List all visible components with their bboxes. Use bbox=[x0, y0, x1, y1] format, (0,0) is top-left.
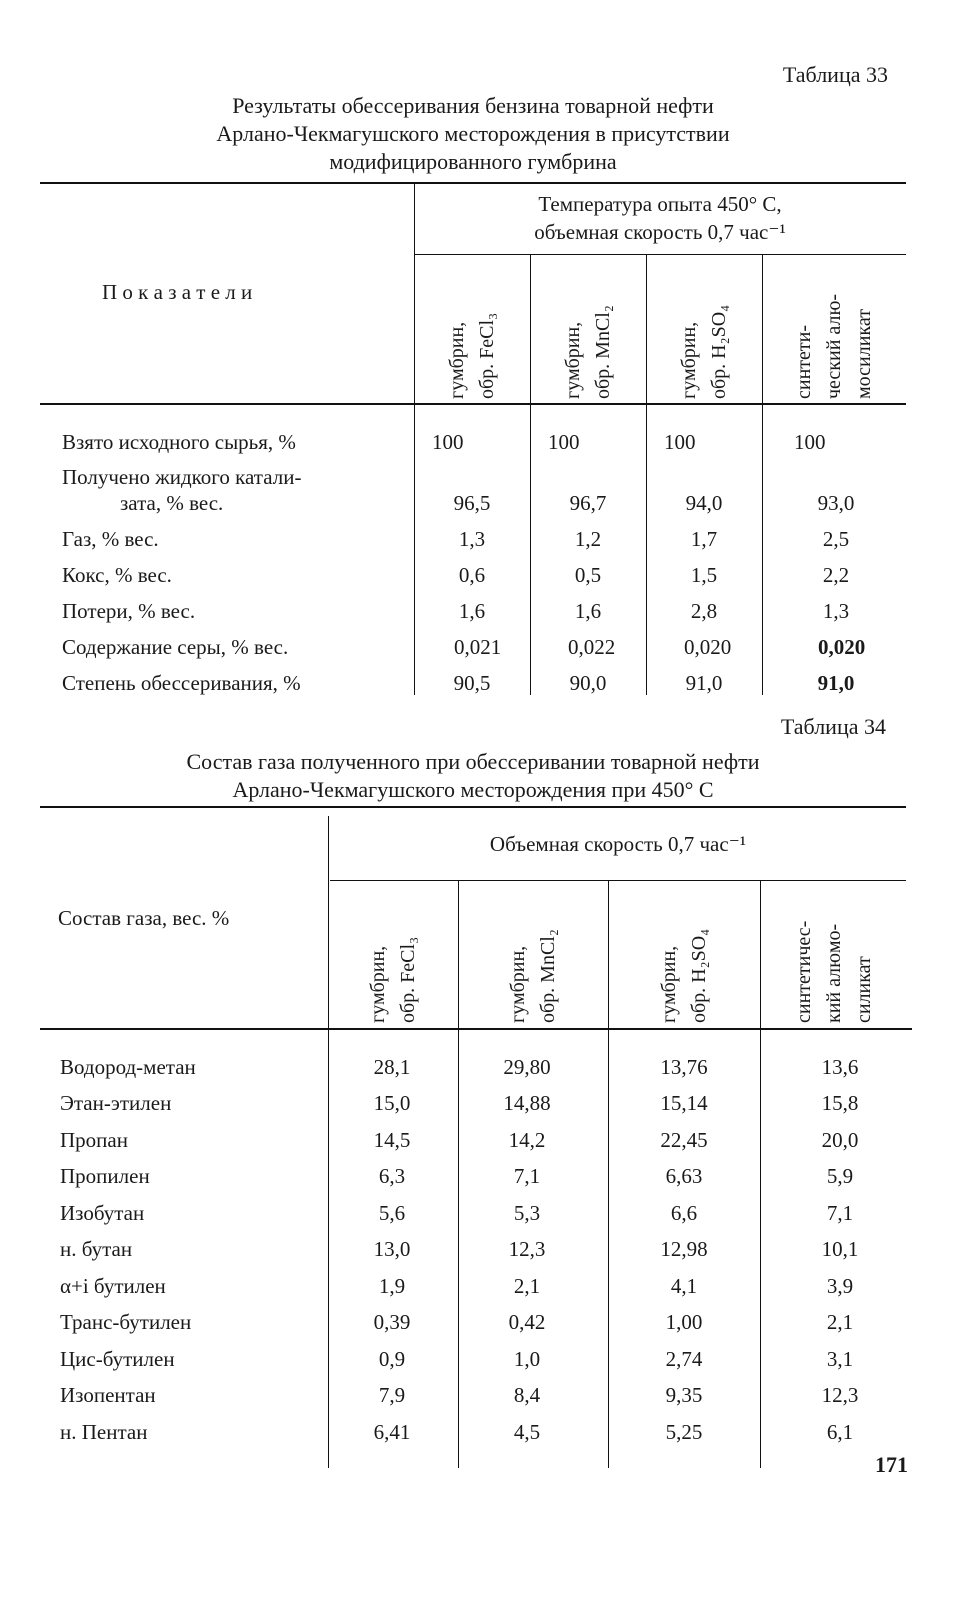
table-34-cell: 8,4 bbox=[513, 1383, 541, 1407]
table-33-group-header-line: Температура опыта 450° С, bbox=[538, 192, 782, 216]
table-34-cell: 15,8 bbox=[821, 1091, 859, 1115]
table-33-col-header-line: гумбрин, bbox=[562, 321, 584, 399]
table-33-row-label: Взято исходного сырья, % bbox=[62, 430, 296, 454]
table-34-cell: 2,1 bbox=[513, 1274, 541, 1298]
table-34-header-rule bbox=[40, 1028, 912, 1030]
table-34-cell: 12,3 bbox=[821, 1383, 859, 1407]
table-33-row-label: Потери, % вес. bbox=[62, 599, 196, 623]
table-34-cell: 28,1 bbox=[373, 1055, 411, 1079]
table-33-col-header-line: гумбрин, bbox=[678, 321, 700, 399]
table-33-cell: 0,022 bbox=[568, 635, 616, 659]
table-34-row-label: Пропан bbox=[60, 1128, 128, 1152]
table-34-cell: 5,25 bbox=[665, 1420, 703, 1444]
table-34-cell: 20,0 bbox=[821, 1128, 859, 1152]
table-34-row-label: Цис-бутилен bbox=[60, 1347, 175, 1371]
table-34-col-header-line: синтетичес- bbox=[793, 920, 815, 1023]
table-33-col-header-line: ческий алю- bbox=[823, 293, 845, 399]
table-34-cell: 22,45 bbox=[660, 1128, 708, 1152]
table-34-col-divider bbox=[458, 880, 459, 1468]
table-33-cell: 90,5 bbox=[453, 671, 491, 695]
table-34-col-header-line: гумбрин, bbox=[367, 945, 389, 1023]
table-33-cell: 0,020 bbox=[684, 635, 732, 659]
table-34-cell: 7,1 bbox=[513, 1164, 541, 1188]
table-34-cell: 9,35 bbox=[665, 1383, 703, 1407]
table-34-row-label: Водород-метан bbox=[60, 1055, 196, 1079]
table-34-row-label: α+i бутилен bbox=[60, 1274, 166, 1298]
table-33-cell: 96,7 bbox=[569, 491, 607, 515]
table-34-cell: 14,2 bbox=[508, 1128, 546, 1152]
table-34-col-header-line: кий алюмо- bbox=[823, 923, 845, 1023]
table-34-col-header-line: гумбрин, bbox=[507, 945, 529, 1023]
table-34-cell: 6,6 bbox=[670, 1201, 698, 1225]
table-34-row-label: Изопентан bbox=[60, 1383, 156, 1407]
table-34-stub-header: Состав газа, вес. % bbox=[58, 906, 230, 930]
table-34-cell: 6,1 bbox=[826, 1420, 854, 1444]
table-34-cell: 10,1 bbox=[821, 1237, 859, 1261]
table-34-cell: 15,14 bbox=[660, 1091, 708, 1115]
table-33-caption-line: модифицированного гумбрина bbox=[329, 149, 617, 174]
table-34-cell: 6,63 bbox=[665, 1164, 703, 1188]
table-34-cell: 12,98 bbox=[660, 1237, 708, 1261]
table-34-col-divider bbox=[760, 880, 761, 1468]
table-33-group-header-line: объемная скорость 0,7 час⁻¹ bbox=[534, 220, 786, 244]
table-33-col-header-line: синтети- bbox=[793, 324, 815, 399]
table-34-col-divider bbox=[608, 880, 609, 1468]
table-33-cell: 100 bbox=[794, 430, 826, 454]
table-34-label: Таблица 34 bbox=[780, 714, 886, 739]
table-33-cell: 1,6 bbox=[458, 599, 486, 623]
table-34-row-label: Изобутан bbox=[60, 1201, 145, 1225]
table-33-cell: 1,3 bbox=[822, 599, 850, 623]
table-34-row-label: Этан-этилен bbox=[60, 1091, 172, 1115]
table-33-col-header-line: обр. FeCl₃ bbox=[476, 312, 498, 399]
table-34-cell: 7,9 bbox=[378, 1383, 406, 1407]
table-34-row-label: Пропилен bbox=[60, 1164, 150, 1188]
table-34-cell: 13,0 bbox=[373, 1237, 411, 1261]
table-33-group-header bbox=[414, 190, 906, 246]
table-33-col-header bbox=[646, 259, 762, 399]
table-33-group-rule bbox=[414, 254, 906, 255]
table-33-header-rule bbox=[40, 403, 906, 405]
table-34-cell: 4,1 bbox=[670, 1274, 698, 1298]
table-33-row-label: Получено жидкого катали- bbox=[62, 465, 302, 489]
table-34-cell: 0,42 bbox=[508, 1310, 546, 1334]
table-33-cell: 100 bbox=[664, 430, 696, 454]
table-33-cell: 0,021 bbox=[454, 635, 502, 659]
table-34-cell: 1,9 bbox=[378, 1274, 406, 1298]
table-34-col-header bbox=[619, 887, 749, 1023]
table-34-cell: 1,0 bbox=[513, 1347, 541, 1371]
table-33-cell: 100 bbox=[432, 430, 464, 454]
table-33-cell: 0,6 bbox=[458, 563, 486, 587]
table-34-group-rule bbox=[330, 880, 906, 881]
table-33-cell: 91,0 bbox=[685, 671, 723, 695]
table-34-cell: 1,00 bbox=[665, 1310, 703, 1334]
table-33-row-label: Кокс, % вес. bbox=[62, 563, 172, 587]
table-34-cell: 4,5 bbox=[513, 1420, 541, 1444]
table-34-cell: 2,74 bbox=[665, 1347, 703, 1371]
table-34-cell: 14,5 bbox=[373, 1128, 411, 1152]
table-33-cell: 2,8 bbox=[690, 599, 718, 623]
table-33-cell: 96,5 bbox=[453, 491, 491, 515]
table-34-cell: 5,3 bbox=[513, 1201, 541, 1225]
table-33-cell: 0,020 bbox=[818, 635, 866, 659]
table-34-caption-line: Арлано-Чекмагушского месторождения при 450° С bbox=[232, 777, 714, 802]
table-34-cell: 2,1 bbox=[826, 1310, 854, 1334]
table-34-row-label: н. Пентан bbox=[60, 1420, 148, 1444]
table-33-col-header-line: обр. MnCl₂ bbox=[592, 305, 614, 399]
table-33-row-label: Содержание серы, % вес. bbox=[62, 635, 289, 659]
table-33-cell: 2,2 bbox=[822, 563, 850, 587]
table-34-row-label: н. бутан bbox=[60, 1237, 133, 1261]
table-34-col-header-line: гумбрин, bbox=[658, 945, 680, 1023]
table-33-cell: 1,5 bbox=[690, 563, 718, 587]
table-33-caption bbox=[40, 92, 906, 176]
table-34-caption bbox=[40, 748, 906, 804]
table-33-cell: 1,2 bbox=[574, 527, 602, 551]
table-34-cell: 3,9 bbox=[826, 1274, 854, 1298]
table-33-cell: 1,3 bbox=[458, 527, 486, 551]
table-34-top-rule bbox=[40, 806, 906, 808]
table-33-col-header bbox=[776, 259, 892, 399]
table-33-stub-header: П о к а з а т е л и bbox=[102, 280, 253, 304]
table-33-caption-line: Арлано-Чекмагушского месторождения в присутствии bbox=[216, 121, 730, 146]
table-34-col-header-line: обр. H₂SO₄ bbox=[688, 928, 710, 1023]
table-34-cell: 12,3 bbox=[508, 1237, 546, 1261]
table-33-cell: 93,0 bbox=[817, 491, 855, 515]
table-34-col-header bbox=[328, 887, 458, 1023]
table-34-col-header-line: обр. MnCl₂ bbox=[537, 929, 559, 1023]
table-33-cell: 91,0 bbox=[817, 671, 855, 695]
table-34-col-header-line: обр. FeCl₃ bbox=[397, 936, 419, 1023]
table-33-row-label: Степень обессеривания, % bbox=[62, 671, 301, 695]
table-33-cell: 100 bbox=[548, 430, 580, 454]
table-34-row-label: Транс-бутилен bbox=[60, 1310, 192, 1334]
table-34-cell: 7,1 bbox=[826, 1201, 854, 1225]
table-34-cell: 0,39 bbox=[373, 1310, 411, 1334]
table-33-cell: 1,7 bbox=[690, 527, 718, 551]
table-33-label: Таблица 33 bbox=[782, 62, 888, 87]
page-number: 171 bbox=[875, 1452, 908, 1477]
table-33-top-rule bbox=[40, 182, 906, 184]
table-33-col-header-line: обр. H₂SO₄ bbox=[708, 304, 730, 399]
table-33-col-divider bbox=[762, 255, 763, 695]
table-34-cell: 29,80 bbox=[503, 1055, 551, 1079]
table-33-col-header-line: гумбрин, bbox=[446, 321, 468, 399]
table-33-cell: 90,0 bbox=[569, 671, 607, 695]
table-34-col-header-line: силикат bbox=[853, 956, 875, 1023]
table-34-col-header bbox=[468, 887, 598, 1023]
table-33-caption-line: Результаты обессеривания бензина товарной нефти bbox=[232, 93, 714, 118]
table-33-cell: 94,0 bbox=[685, 491, 723, 515]
table-33-cell: 1,6 bbox=[574, 599, 602, 623]
table-34-cell: 14,88 bbox=[503, 1091, 551, 1115]
table-34-cell: 6,41 bbox=[373, 1420, 411, 1444]
table-34-cell: 13,6 bbox=[821, 1055, 859, 1079]
table-33-col-header-line: мосиликат bbox=[853, 309, 875, 399]
table-33-cell: 0,5 bbox=[574, 563, 602, 587]
table-34-cell: 5,6 bbox=[378, 1201, 406, 1225]
table-34-col-header bbox=[769, 887, 899, 1023]
table-34-cell: 0,9 bbox=[378, 1347, 406, 1371]
table-33-col-header bbox=[414, 259, 530, 399]
table-34-group-header: Объемная скорость 0,7 час⁻¹ bbox=[489, 832, 747, 856]
table-34-caption-line: Состав газа полученного при обессеривании товарной нефти bbox=[186, 749, 760, 774]
table-34-cell: 3,1 bbox=[826, 1347, 854, 1371]
table-33-cell: 2,5 bbox=[822, 527, 850, 551]
table-33-row-label: Газ, % вес. bbox=[62, 527, 159, 551]
table-33-row-label: зата, % вес. bbox=[120, 491, 224, 515]
table-34-cell: 13,76 bbox=[660, 1055, 708, 1079]
table-33-col-header bbox=[530, 259, 646, 399]
table-34-cell: 15,0 bbox=[373, 1091, 411, 1115]
table-34-cell: 5,9 bbox=[826, 1164, 854, 1188]
table-34-cell: 6,3 bbox=[378, 1164, 406, 1188]
